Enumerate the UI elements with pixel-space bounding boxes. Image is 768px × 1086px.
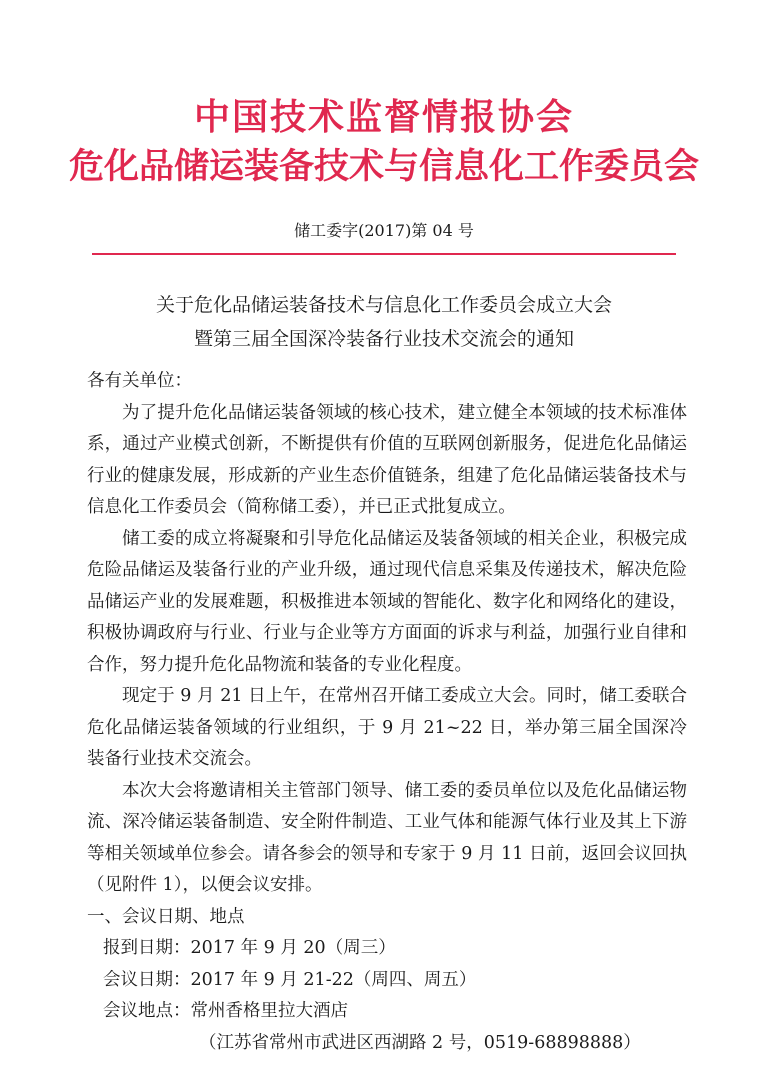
info-row-venue [87,996,687,1028]
info-label: 报到日期： [103,938,191,958]
info-label: 会议日期： [103,969,191,990]
salutation: 各有关单位： [87,371,192,391]
venue-address: （江苏省常州市武进区西湖路 2 号，0519-68898888） [199,1032,641,1053]
info-row-registration [87,933,687,965]
info-value: 2017 年 9 月 20（周三） [190,938,396,958]
info-label: 会议地点： [103,1001,191,1021]
notice-title-line2: 暨第三届全国深冷装备行业技术交流会的通知 [193,328,574,350]
committee-name: 危化品储运装备技术与信息化工作委员会 [68,147,699,187]
paragraph-intro: 为了提升危化品储运装备领域的核心技术，建立健全本领域的技术标准体系，通过产业模式创新，不断提供有价值的互联网创新服务，促进危化品储运行业的健康发展，形成新的产业生态价值链条，组建了危化品储运装备技术与信息化工作委员会（简称储工委），并已正式批复成立。 [87,402,687,517]
paragraph-mission: 储工委的成立将凝聚和引导危化品储运及装备领域的相关企业，积极完成危险品储运及装备行业的产业升级，通过现代信息采集及传递技术，解决危险品储运产业的发展难题，积极推进本领域的智能化、数字化和网络化的建设，积极协调政府与行业、行业与企业等方方面面的诉求与利益，加强行业自律和合作，努力提升危化品物流和装备的专业化程度。 [87,528,687,675]
info-row-meeting-date [87,965,687,997]
red-divider-line [92,253,676,255]
paragraph-invitation: 本次大会将邀请相关主管部门领导、储工委的委员单位以及危化品储运物流、深冷储运装备制造、安全附件制造、工业气体和能源气体行业及其上下游等相关领域单位参会。请各参会的领导和专家于 9 月 11 日前，返回会议回执（见附件 1），以便会议安排。 [87,780,687,895]
organization-name: 中国技术监督情报协会 [193,97,574,138]
section-heading-date-place: 一、会议日期、地点 [87,906,245,927]
info-value: 2017 年 9 月 21-22（周四、周五） [190,969,477,990]
document-number: 储工委字(2017)第 04 号 [294,221,474,240]
paragraph-schedule: 现定于 9 月 21 日上午，在常州召开储工委成立大会。同时，储工委联合危化品储运装备领域的行业组织，于 9 月 21~22 日，举办第三届全国深冷装备行业技术交流会。 [87,686,687,769]
notice-body [87,366,687,1059]
info-value: 常州香格里拉大酒店 [190,1001,348,1021]
notice-title-line1: 关于危化品储运装备技术与信息化工作委员会成立大会 [155,294,612,316]
